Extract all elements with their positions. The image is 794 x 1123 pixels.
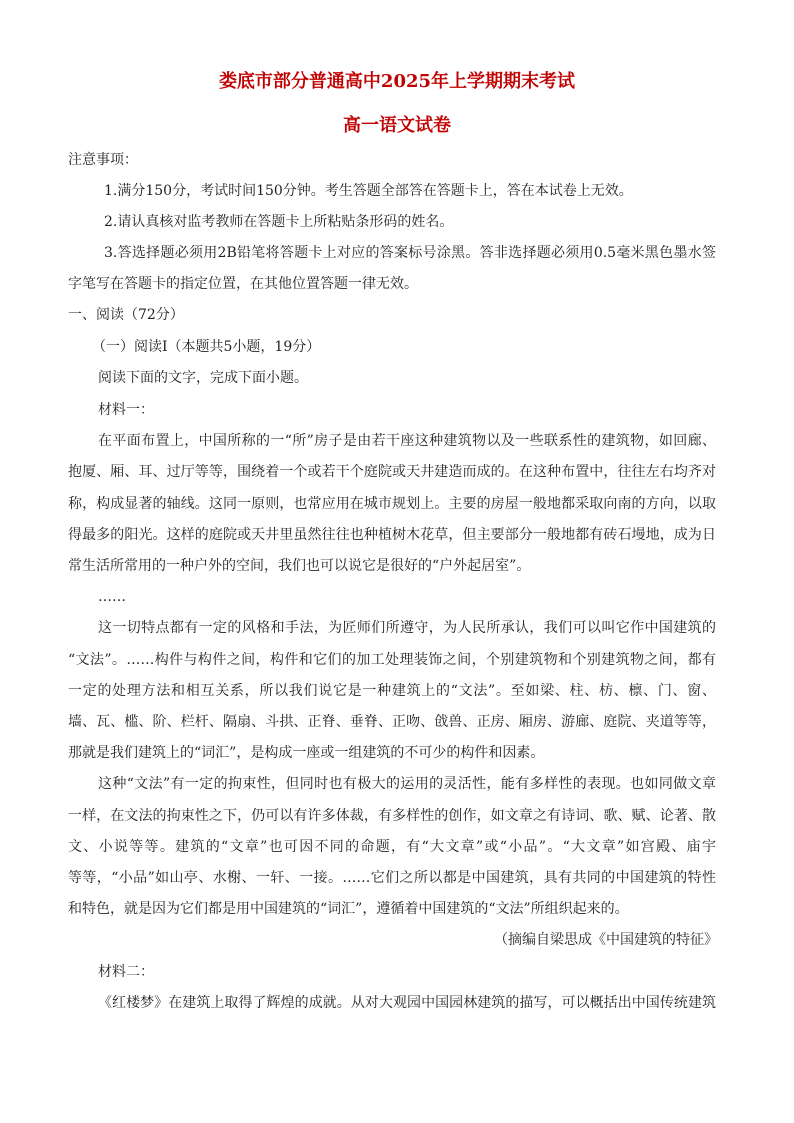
material-1-label: 材料一： <box>98 402 154 418</box>
material-2-paragraph-line: 《红楼梦》在建筑上取得了辉煌的成就。从对大观园中国园林建筑的描写，可以概括出中国传统建筑 <box>98 995 716 1011</box>
material-1-source: （摘编自梁思成《中国建筑的特征》 <box>494 932 718 948</box>
material-2-label: 材料二： <box>98 964 154 980</box>
paragraph-line: 墙、瓦、槛、阶、栏杆、隔扇、斗拱、正脊、垂脊、正吻、戗兽、正房、厢房、游廊、庭院、夹道等等， <box>68 714 716 730</box>
ellipsis: …… <box>98 589 126 605</box>
notice-item-2: 2.请认真核对监考教师在答题卡上所粘贴条形码的姓名。 <box>104 214 454 230</box>
paragraph-line: 抱厦、厢、耳、过厅等等，围绕着一个或若干个庭院或天井建造而成的。在这种布置中，往往左右均齐对 <box>68 464 716 480</box>
paragraph-line: 称，构成显著的轴线。这同一原则，也常应用在城市规划上。主要的房屋一般地都采取向南的方向，以取 <box>68 496 716 512</box>
reading-instruction: 阅读下面的文字，完成下面小题。 <box>98 370 308 386</box>
paragraph-line: 等等，“小品”如山亭、水榭、一轩、一接。……它们之所以都是中国建筑，具有共同的中国建筑的特性 <box>68 870 716 886</box>
paragraph-line: 这种“文法”有一定的拘束性，但同时也有极大的运用的灵活性，能有多样性的表现。也如同做文章 <box>98 776 716 792</box>
paragraph-line: 一定的处理方法和相互关系，所以我们说它是一种建筑上的“文法”。至如梁、柱、枋、檩、门、窗、 <box>68 683 716 699</box>
notice-item-1: 1.满分150分，考试时间150分钟。考生答题全部答在答题卡上，答在本试卷上无效。 <box>104 183 633 199</box>
paragraph-line: 和特色，就是因为它们都是用中国建筑的“词汇”，遵循着中国建筑的“文法”所组织起来的。 <box>68 901 629 917</box>
paragraph-line: 常生活所常用的一种户外的空间，我们也可以说它是很好的“户外起居室”。 <box>68 558 531 574</box>
subsection-heading: （一）阅读Ⅰ（本题共5小题，19分） <box>92 339 321 355</box>
paragraph-line: 那就是我们建筑上的“词汇”，是构成一座或一组建筑的不可少的构件和因素。 <box>68 745 545 761</box>
paragraph-line: 一样，在文法的拘束性之下，仍可以有许多体裁，有多样性的创作，如文章之有诗词、歌、赋、论著、散 <box>68 808 716 824</box>
section-heading: 一、阅读（72分） <box>68 307 184 323</box>
paragraph-line: 得最多的阳光。这样的庭院或天井里虽然往往也种植树木花草，但主要部分一般地都有砖石墁地，成为日 <box>68 527 716 543</box>
exam-title: 娄底市部分普通高中2025年上学期期末考试 <box>218 71 576 92</box>
paragraph-line: “文法”。……构件与构件之间，构件和它们的加工处理装饰之间，个别建筑物和个别建筑物之间，都有 <box>68 652 716 668</box>
notice-item-3-line-1: 3.答选择题必须用2B铅笔将答题卡上对应的答案标号涂黑。答非选择题必须用0.5毫米黑色墨水签 <box>104 245 716 261</box>
notice-heading: 注意事项： <box>68 152 138 168</box>
paragraph-line: 在平面布置上，中国所称的一“所”房子是由若干座这种建筑物以及一些联系性的建筑物，如回廊、 <box>98 433 716 449</box>
paragraph-line: 文、小说等等。建筑的“文章”也可因不同的命题，有“大文章”或“小品”。“大文章”如宫殿、庙宇 <box>68 839 716 855</box>
paragraph-line: 这一切特点都有一定的风格和手法，为匠师们所遵守，为人民所承认，我们可以叫它作中国建筑的 <box>98 620 716 636</box>
notice-item-3-line-2: 字笔写在答题卡的指定位置，在其他位置答题一律无效。 <box>68 276 418 292</box>
exam-subtitle: 高一语文试卷 <box>343 115 451 136</box>
